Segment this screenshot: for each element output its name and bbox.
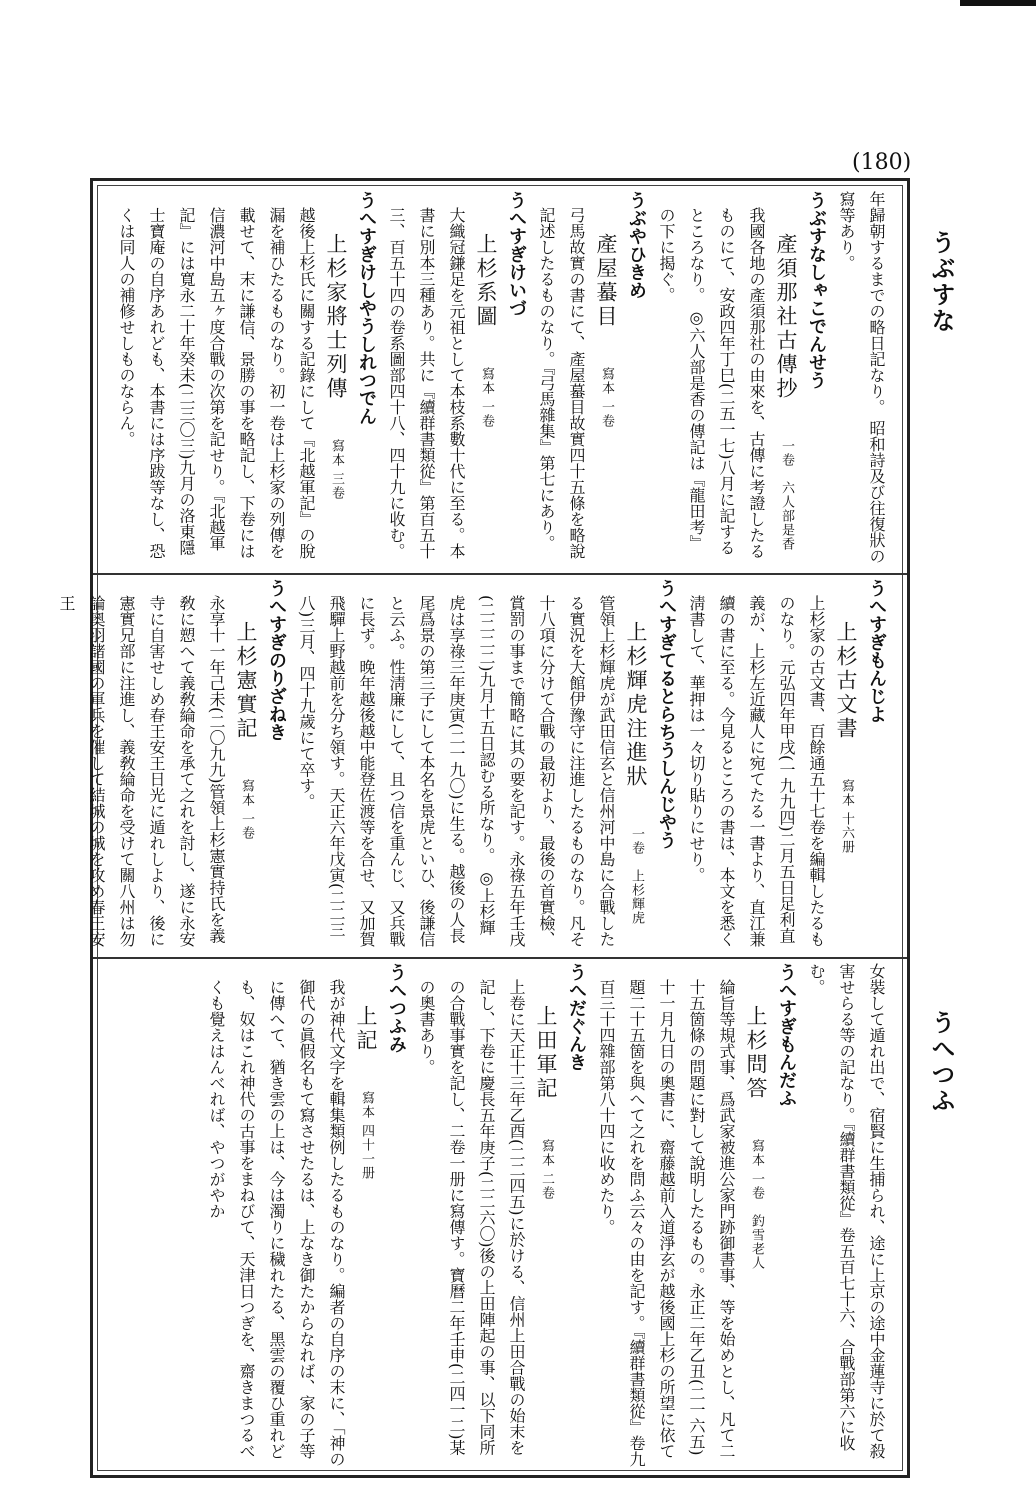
tier-upper — [101, 191, 899, 567]
top-edge-bar — [960, 0, 1036, 6]
entry-meta: 寫本 十六册 — [839, 779, 854, 855]
entry-reading: うへつふみ — [386, 963, 407, 1053]
entry-title: 上杉古文書 — [834, 621, 858, 741]
entry-title: 上杉系圖 — [474, 233, 498, 329]
page-frame — [57, 178, 910, 1478]
tier-text — [51, 579, 891, 951]
continuation-text: 年歸朝するまでの略日記なり。 昭和詩及び往復狀の寫等あり。 — [837, 191, 886, 565]
entry-reading: うぶやひきめ — [626, 191, 647, 299]
entry-reading: うへすぎけいづ — [506, 191, 527, 317]
continuation-text: 女裝して遁れ出で、宿賢に生捕られ、途に上京の途中金蓮寺に於て殺害せらる等の記なり。『續群書類從』卷五百七十六、合戰部第六に收む。 — [807, 963, 886, 1459]
entry-reading: うへすぎてるとらちうしんじやう — [656, 579, 677, 849]
entry-title: 產須那社古傳抄 — [774, 233, 798, 401]
entry-text: 上杉家の古文書、百餘通五十七卷を編輯したるものなり。元弘四年甲戌(一九九四)二月五日足利直義が、上杉左近藏人に宛てたる一書より、直江兼續の書に至る。今見るところの書は、本文を悉く淸書して、華押は一々切り貼りにせり。 — [687, 595, 826, 947]
entry-meta: 寫本 三卷 — [329, 439, 344, 501]
entry-title: 產屋蟇目 — [594, 233, 618, 329]
entry-title: 上田軍記 — [534, 1005, 558, 1101]
entry-text: 我國各地の產須那社の由來を、古傳に考證したるものにて、安政四年丁巳(二五一七)八月に記するところなり。 ◎六人部是香の傳記は『龍田考』の下に揭ぐ。 — [657, 207, 766, 559]
entry-meta: 寫本 四十一册 — [359, 1091, 374, 1181]
entry-reading: うへすぎもんじよ — [866, 579, 887, 723]
entry-title: 上杉輝虎注進狀 — [624, 621, 648, 789]
entry-title: 上杉家將士列傳 — [324, 233, 348, 401]
entry-text: 上卷に天正十三年乙酉(二二四五)に於ける、信州上田合戰の始末を記し、下卷に慶長五年庚子(二二六〇)後の上田陣起の事、以下同所の合戰事實を記し、二卷一册に寫傳す。寶曆二年壬申(二四一二)某の奧書あり。 — [417, 979, 526, 1456]
tier-divider-1 — [93, 573, 907, 575]
tier-middle — [57, 579, 899, 951]
entry-text: 管領上杉輝虎が武田信玄と信州河中島に合戰したる實況を大館伊豫守に注進したるものなり。凡そ十八項に分けて合戰の最初より、最後の首實檢、賞罰の事まで簡略に其の要を記す。永祿五年壬戌(二二二二)九月十五日認むる所なり。 ◎上杉輝虎は享祿三年庚寅(二一九〇)に生る。越後の人長尾爲景の第三子にして本名を景虎といひ、後謙信と云ふ。性淸廉にして、且つ信を重んじ、又兵戰に長ず。晚年越後越中能登佐渡等を合せ、又加賀飛驒上野越前を分ち領す。天正六年戊寅(二二三八)三月、四十九歲にて卒す。 — [297, 595, 616, 947]
entry-meta: 寫本 一卷 — [599, 367, 614, 429]
entry-text: 大織冠鎌足を元祖として本枝系數十代に至る。本書に別本三種あり。共に『續群書類從』第百五十三、百五十四の卷系圖部四十八、四十九に收む。 — [387, 207, 466, 559]
entry-text: 永享十一年己未(二〇九九)管領上杉憲實持氏を義敎に愬へて義敎綸命を承て之れを討し、遂に永安寺に自害せしめ春王安王日光に遁れしより、後に憲實兄部に注進し、義敎綸命を受けて關八州は勿論奧羽諸國の軍兵を催して結城の城を攻め春王安王 — [57, 595, 226, 947]
entry-text: 綸旨等規式事、爲武家被進公家門跡御書事、等を始めとし、凡て二十五箇條の問題に對して說明したるもの。永正二年乙丑(二一六五)十一月九日の奧書に、齋藤越前入道淨玄が越後國上杉の所望に依て題二十五箇を與へて之れを問ふ云々の由を記す。『續群書類從』卷九百三十四雜部第八十四に收めたり。 — [597, 979, 736, 1467]
side-label-bottom: うへつふ — [927, 1010, 956, 1114]
entry-title: 上杉憲實記 — [234, 621, 258, 741]
entry-text: 我が神代文字を輯集類例したるものなり。編者の自序の末に、「神の御代の眞假名もて寫させたるは、上なき御たからなれば、家の子等に傳へて、猶き雲の上は、今は濁りに穢れたる、黑雲の覆ひ重れども、奴はこれ神代の古事をまねびて、天津日つぎを、齋きまつるべくも覺えはんべれば、やつがやか — [207, 979, 346, 1467]
entry-reading: うへすぎもんだふ — [776, 963, 797, 1107]
entry-text: 弓馬故實の書にて、產屋蟇目故實四十五條を略說記述したるものなり。『弓馬雜集』第七にあり。 — [537, 207, 586, 559]
tier-text — [201, 963, 891, 1467]
entry-text: 越後上杉氏に關する記錄にして『北越軍記』の脫漏を補ひたるものなり。初一卷は上杉家の列傳を載せて、末に謙信、景勝の事を略記し、下卷には信濃河中島五ヶ度合戰の次第を記せり。『北越軍記』には寬永二十年癸未(二三〇三)九月の洛東隱士寶庵の自序あれども、本書には序跋等なし、恐くは同人の補修せしものならん。 — [117, 207, 316, 559]
entry-title: 上杉問答 — [744, 1005, 768, 1101]
tier-divider-2 — [93, 957, 907, 959]
entry-meta: 寫本 一卷 — [239, 779, 254, 841]
entry-meta: 寫本 一卷 — [479, 367, 494, 429]
entry-meta: 一卷 上杉輝虎 — [629, 827, 644, 925]
entry-title: 上記 — [354, 1005, 378, 1053]
tier-lower — [101, 963, 899, 1467]
entry-reading: うへすぎのりざねき — [266, 579, 287, 741]
entry-meta: 寫本 二卷 — [539, 1139, 554, 1201]
entry-reading: うぶすなしゃこでんせう — [806, 191, 827, 389]
entry-reading: うへすぎけしやうしれつでん — [356, 191, 377, 425]
entry-meta: 一卷 六人部是香 — [779, 439, 794, 551]
page-number: (180) — [852, 150, 912, 175]
tier-text — [111, 191, 891, 567]
side-label-top: うぶすな — [927, 230, 956, 334]
entry-meta: 寫本 一卷 釣雪老人 — [749, 1139, 764, 1271]
entry-reading: うへだぐんき — [566, 963, 587, 1071]
